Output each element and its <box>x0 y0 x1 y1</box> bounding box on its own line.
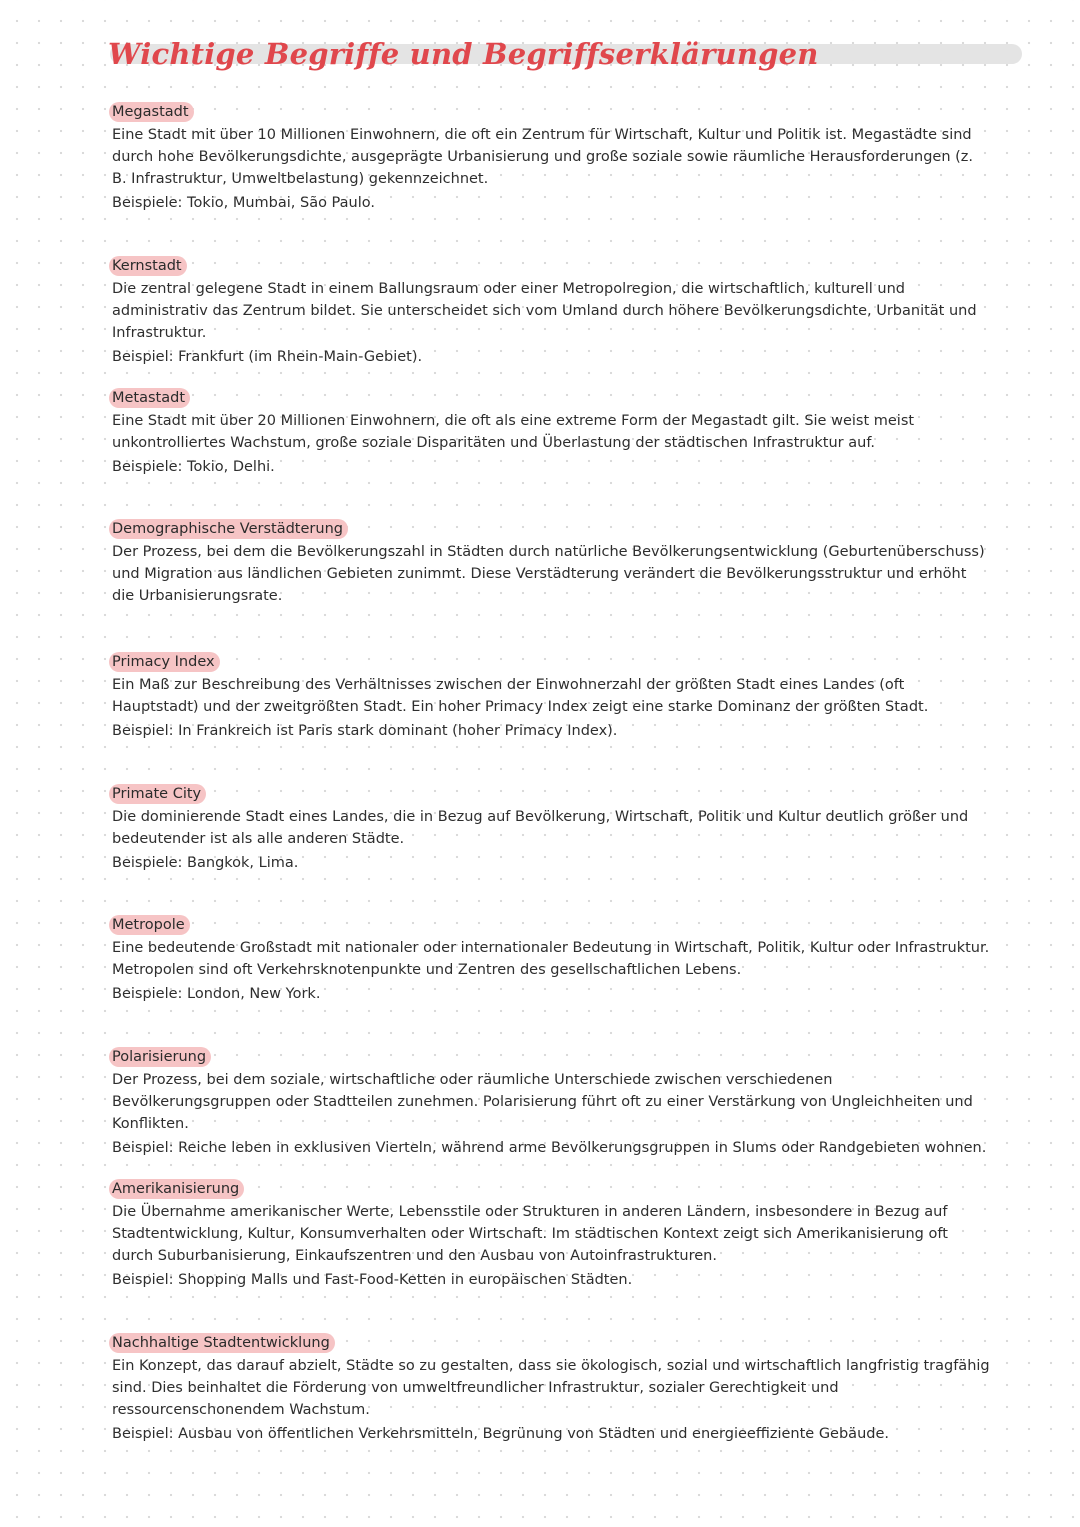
term-name: Metastadt <box>109 388 190 408</box>
term-name: Kernstadt <box>109 256 187 276</box>
term-demographische-verstaedterung <box>112 518 992 607</box>
term-nachhaltige-stadtentwicklung <box>112 1332 992 1445</box>
term-primacy-index <box>112 651 992 742</box>
term-definition: Der Prozess, bei dem soziale, wirtschaftliche oder räumliche Unterschiede zwischen verschiedenen Bevölkerungsgruppen oder Stadtteilen zunehmen. Polarisierung führt oft zu einer Verstärkung von Ungleichheiten und Konflikten. <box>112 1072 973 1132</box>
term-definition: Eine Stadt mit über 20 Millionen Einwohnern, die oft als eine extreme Form der Megastadt gilt. Sie weist meist unkontrolliertes Wachstum, große soziale Disparitäten und Überlastung der städtischen Infrastruktur auf. <box>112 413 915 451</box>
term-metropole <box>112 914 992 1005</box>
term-kernstadt <box>112 255 992 368</box>
term-name: Demographische Verstädterung <box>109 519 348 539</box>
term-polarisierung <box>112 1046 992 1159</box>
term-definition: Die Übernahme amerikanischer Werte, Lebensstile oder Strukturen in anderen Ländern, insbesondere in Bezug auf Stadtentwicklung, Kultur, Konsumverhalten oder Wirtschaft. Im städtischen Kontext zeigt sich Amerikanisierung oft durch Suburbanisierung, Einkaufszentren und den Ausbau von Autoinfrastrukturen. <box>112 1204 948 1264</box>
term-definition: Ein Konzept, das darauf abzielt, Städte so zu gestalten, dass sie ökologisch, sozial und wirtschaftlich langfristig tragfähig sind. Dies beinhaltet die Förderung von umweltfreundlicher Infrastruktur, sozialer Gerechtigkeit und ressourcenschonendem Wachstum. <box>112 1358 990 1418</box>
term-example: Beispiel: Shopping Malls und Fast-Food-Ketten in europäischen Städten. <box>112 1272 633 1288</box>
term-example: Beispiel: In Frankreich ist Paris stark dominant (hoher Primacy Index). <box>112 723 618 739</box>
term-example: Beispiel: Frankfurt (im Rhein-Main-Gebiet). <box>112 349 423 365</box>
term-definition: Eine Stadt mit über 10 Millionen Einwohnern, die oft ein Zentrum für Wirtschaft, Kultur und Politik ist. Megastädte sind durch hohe Bevölkerungsdichte, ausgeprägte Urbanisierung und große soziale sowie räumliche Herausforderungen (z. B. Infrastruktur, Umweltbelastung) gekennzeichnet. <box>112 127 974 187</box>
term-metastadt <box>112 387 992 478</box>
term-definition: Die zentral gelegene Stadt in einem Ballungsraum oder einer Metropolregion, die wirtschaftlich, kulturell und administrativ das Zentrum bildet. Sie unterscheidet sich vom Umland durch höhere Bevölkerungsdichte, Urbanität und Infrastruktur. <box>112 281 977 341</box>
term-example: Beispiele: Tokio, Mumbai, São Paulo. <box>112 195 375 211</box>
term-example: Beispiel: Ausbau von öffentlichen Verkehrsmitteln, Begrünung von Städten und energieeffiziente Gebäude. <box>112 1426 889 1442</box>
term-example: Beispiel: Reiche leben in exklusiven Vierteln, während arme Bevölkerungsgruppen in Slums oder Randgebieten wohnen. <box>112 1140 987 1156</box>
term-definition: Die dominierende Stadt eines Landes, die in Bezug auf Bevölkerung, Wirtschaft, Politik und Kultur deutlich größer und bedeutender ist als alle anderen Städte. <box>112 809 969 847</box>
term-name: Metropole <box>109 915 190 935</box>
term-megastadt <box>112 101 992 214</box>
page-title: Wichtige Begriffe und Begriffserklärungen <box>108 37 819 71</box>
term-definition: Der Prozess, bei dem die Bevölkerungszahl in Städten durch natürliche Bevölkerungsentwicklung (Geburtenüberschuss) und Migration aus ländlichen Gebieten zunimmt. Diese Verstädterung verändert die Bevölkerungsstruktur und erhöht die Urbanisierungsrate. <box>112 544 985 604</box>
term-name: Megastadt <box>109 102 194 122</box>
term-definition: Eine bedeutende Großstadt mit nationaler oder internationaler Bedeutung in Wirtschaft, Politik, Kultur oder Infrastruktur. Metropolen sind oft Verkehrsknotenpunkte und Zentren des gesellschaftlichen Lebens. <box>112 940 990 978</box>
term-name: Nachhaltige Stadtentwicklung <box>109 1333 335 1353</box>
term-name: Primacy Index <box>109 652 220 672</box>
term-primate-city <box>112 783 992 874</box>
term-amerikanisierung <box>112 1178 992 1291</box>
term-example: Beispiele: London, New York. <box>112 986 321 1002</box>
term-example: Beispiele: Tokio, Delhi. <box>112 459 275 475</box>
term-name: Amerikanisierung <box>109 1179 244 1199</box>
term-example: Beispiele: Bangkok, Lima. <box>112 855 299 871</box>
term-name: Primate City <box>109 784 206 804</box>
term-name: Polarisierung <box>109 1047 211 1067</box>
term-definition: Ein Maß zur Beschreibung des Verhältnisses zwischen der Einwohnerzahl der größten Stadt eines Landes (oft Hauptstadt) und der zweitgrößten Stadt. Ein hoher Primacy Index zeigt eine starke Dominanz der größten Stadt. <box>112 677 929 715</box>
